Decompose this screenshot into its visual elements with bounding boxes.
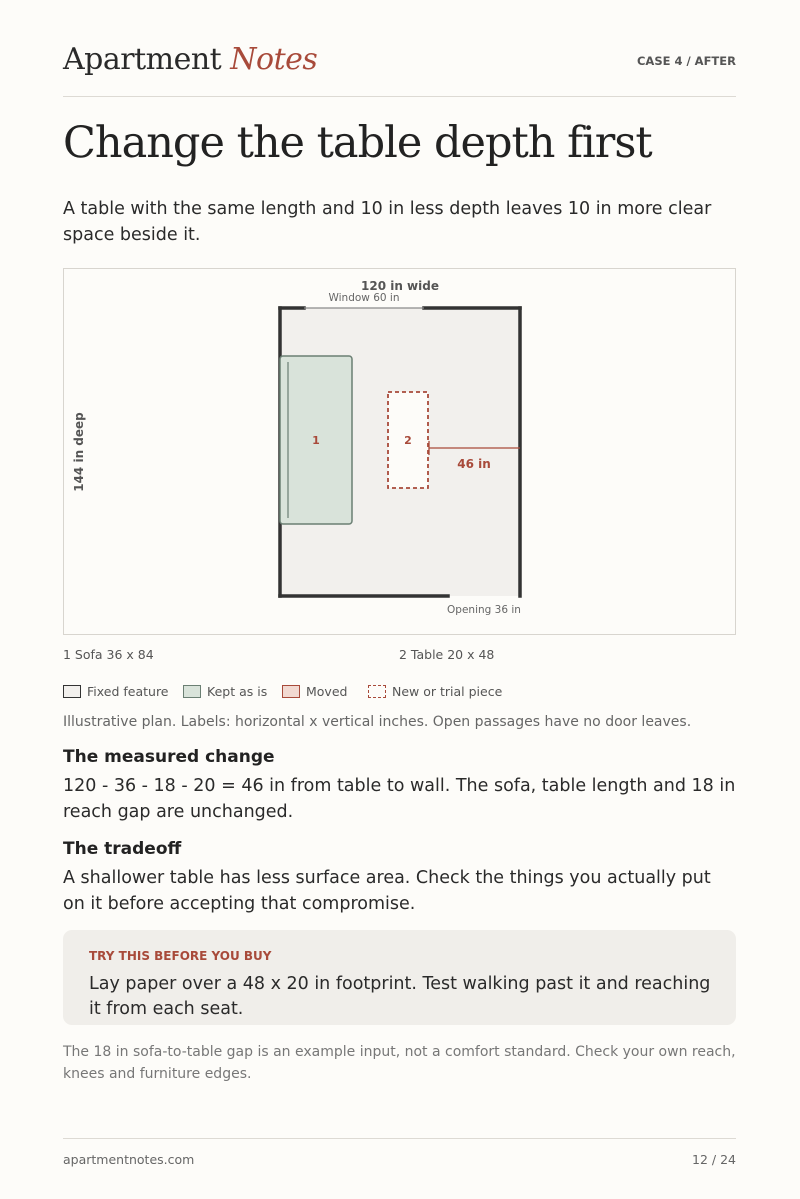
legend-kept-label: Kept as is: [207, 684, 268, 699]
header: [63, 40, 736, 97]
legend-moved-label: Moved: [306, 684, 348, 699]
footer-site-link[interactable]: apartmentnotes.com: [63, 1152, 195, 1167]
legend-new-label: New or trial piece: [392, 684, 503, 699]
page-number: 12 / 24: [692, 1152, 736, 1167]
legend: [63, 684, 736, 702]
swatch-moved-icon: [282, 685, 300, 698]
plan-caption: Illustrative plan. Labels: horizontal x vertical inches. Open passages have no door leaves.: [63, 714, 692, 730]
legend-fixed-label: Fixed feature: [87, 684, 169, 699]
swatch-kept-icon: [183, 685, 201, 698]
footer: [63, 1138, 736, 1167]
section-body-tradeoff: A shallower table has less surface area. Check the things you actually put on it before accepting that compromise.: [63, 868, 711, 914]
key-table: 2 Table 20 x 48: [399, 647, 495, 662]
window-label: Window 60 in: [328, 292, 400, 304]
sofa-number: 1: [312, 434, 320, 447]
legend-fixed: [63, 684, 169, 699]
tip-callout: [63, 930, 736, 1025]
brand-accent: Notes: [230, 42, 318, 77]
section-heading-tradeoff: The tradeoff: [63, 839, 182, 859]
brand-main: Apartment: [63, 42, 231, 77]
footnote: The 18 in sofa-to-table gap is an example input, not a comfort standard. Check your own reach, knees and furniture edges.: [63, 1044, 736, 1082]
legend-new: [368, 684, 502, 699]
floor-plan: [63, 268, 736, 635]
opening-label: Opening 36 in: [447, 604, 521, 616]
table-number: 2: [404, 434, 412, 447]
floor-plan-svg: [64, 269, 735, 634]
swatch-new-icon: [368, 685, 386, 698]
tip-text: Lay paper over a 48 x 20 in footprint. Test walking past it and reaching it from each seat.: [89, 974, 711, 1019]
page: [63, 0, 736, 1199]
legend-kept: [183, 684, 267, 699]
swatch-fixed-icon: [63, 685, 81, 698]
key-sofa: 1 Sofa 36 x 84: [63, 647, 154, 662]
tip-label: TRY THIS BEFORE YOU BUY: [89, 949, 272, 963]
page-title: Change the table depth first: [63, 118, 652, 168]
section-heading-change: The measured change: [63, 747, 275, 767]
brand-logo[interactable]: [63, 42, 317, 77]
depth-label: 144 in deep: [72, 412, 86, 492]
width-label: 120 in wide: [361, 279, 439, 293]
case-label: CASE 4 / AFTER: [636, 54, 736, 68]
section-body-change: 120 - 36 - 18 - 20 = 46 in from table to wall. The sofa, table length and 18 in reach gap are unchanged.: [63, 776, 736, 822]
legend-moved: [282, 684, 347, 699]
clearance-label: 46 in: [457, 457, 491, 471]
lede: A table with the same length and 10 in less depth leaves 10 in more clear space beside it.: [63, 199, 712, 245]
